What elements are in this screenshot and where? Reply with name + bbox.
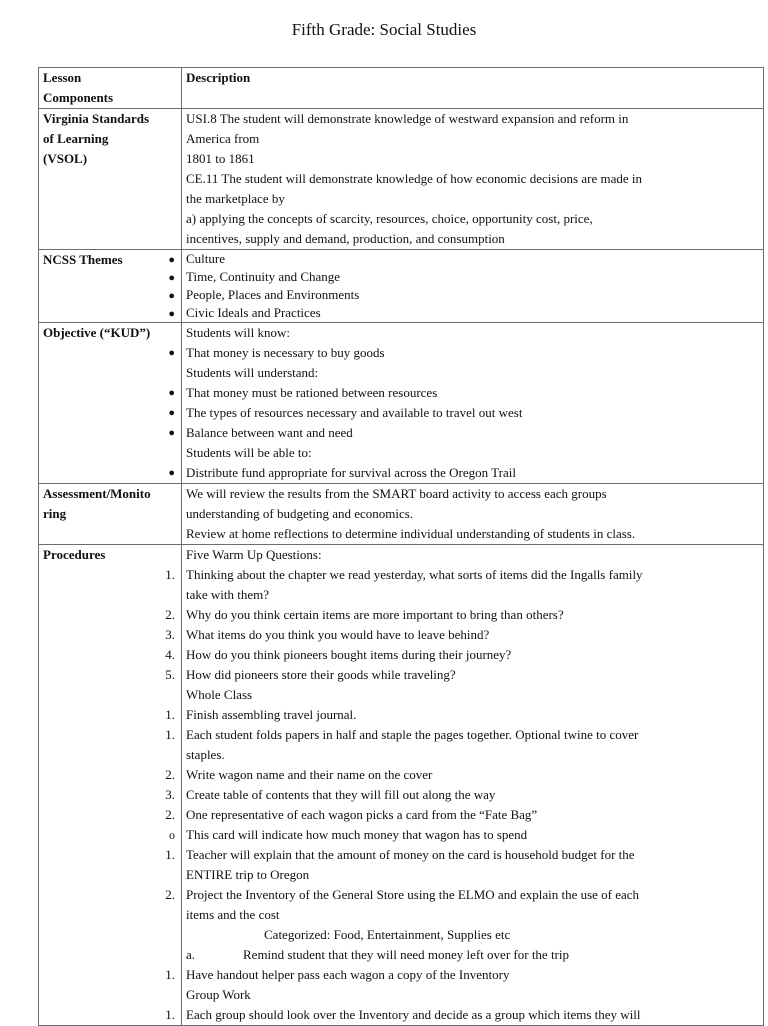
list-item (186, 463, 759, 483)
ncss-item: Time, Continuity and Change (186, 269, 341, 284)
list-number: 2. (165, 767, 175, 782)
list-item-text: That money must be rationed between resources (186, 385, 438, 400)
bullet-icon: ● (168, 308, 175, 320)
assessment-label-line: ring (43, 506, 67, 521)
list-number: 3. (165, 787, 175, 802)
list-number: 2. (165, 807, 175, 822)
vsol-line: the marketplace by (186, 191, 285, 206)
ncss-description-cell (182, 250, 764, 323)
list-item (186, 545, 759, 565)
ncss-label-cell (39, 250, 182, 323)
list-item-text: The types of resources necessary and available to travel out west (186, 405, 523, 420)
header-col1-line: Components (43, 90, 114, 105)
list-number: 2. (165, 887, 175, 902)
list-item (186, 785, 759, 805)
list-item (186, 625, 759, 645)
assessment-label-line: Assessment/Monito (43, 486, 151, 501)
list-item (186, 585, 759, 605)
header-col1-line: Lesson (43, 70, 82, 85)
list-item-text: Five Warm Up Questions: (186, 547, 322, 562)
list-item-text: One representative of each wagon picks a card from the “Fate Bag” (186, 807, 538, 822)
bullet-icon: ● (168, 272, 175, 284)
list-item-text: ENTIRE trip to Oregon (186, 867, 310, 882)
list-item-text: staples. (186, 747, 225, 762)
vsol-label-line: Virginia Standards (43, 111, 150, 126)
list-item-text: Thinking about the chapter we read yesterday, what sorts of items did the Ingalls family (186, 567, 643, 582)
list-item (186, 925, 759, 945)
row-vsol (39, 109, 764, 250)
ncss-label: NCSS Themes (43, 252, 123, 267)
list-item (186, 725, 759, 745)
list-number: 4. (165, 647, 175, 662)
list-number: 1. (165, 567, 175, 582)
list-item-text: Each group should look over the Inventory and decide as a group which items they will (186, 1007, 641, 1022)
list-item-text: Whole Class (186, 687, 253, 702)
procedures-label-cell (39, 545, 182, 1026)
list-item-text: Project the Inventory of the General Store using the ELMO and explain the use of each (186, 887, 640, 902)
assessment-label-cell (39, 484, 182, 545)
list-number: 1. (165, 1007, 175, 1022)
list-item (186, 825, 759, 845)
list-item-text: Balance between want and need (186, 425, 353, 440)
procedures-description-cell (182, 545, 764, 1026)
assessment-line: Review at home reflections to determine individual understanding of students in class. (186, 526, 636, 541)
list-item-text: Have handout helper pass each wagon a copy of the Inventory (186, 967, 510, 982)
circle-bullet-icon: o (169, 828, 175, 842)
list-number: 1. (165, 967, 175, 982)
ncss-item: People, Places and Environments (186, 287, 360, 302)
list-item (186, 383, 759, 403)
list-item-text: Group Work (186, 987, 251, 1002)
list-item-text: items and the cost (186, 907, 280, 922)
header-col2-text: Description (186, 70, 251, 85)
list-item-text: That money is necessary to buy goods (186, 345, 385, 360)
list-item (186, 645, 759, 665)
bullet-icon: ● (168, 407, 175, 419)
list-item (186, 403, 759, 423)
table-header-row (39, 68, 764, 109)
ncss-item: Culture (186, 251, 225, 266)
row-objective (39, 323, 764, 484)
list-item (186, 705, 759, 725)
list-item (186, 685, 759, 705)
list-item (186, 985, 759, 1005)
list-item (186, 605, 759, 625)
list-item-text: Each student folds papers in half and staple the pages together. Optional twine to cover (186, 727, 639, 742)
list-item (186, 905, 759, 925)
header-description (182, 68, 764, 109)
list-item-text: Create table of contents that they will fill out along the way (186, 787, 496, 802)
vsol-line: USI.8 The student will demonstrate knowledge of westward expansion and reform in (186, 111, 629, 126)
row-assessment (39, 484, 764, 545)
list-item-text: Categorized: Food, Entertainment, Supplies etc (264, 927, 511, 942)
list-number: 1. (165, 727, 175, 742)
bullet-icon: ● (168, 290, 175, 302)
list-item (186, 805, 759, 825)
vsol-description-cell (182, 109, 764, 250)
list-item-text: How did pioneers store their goods while traveling? (186, 667, 456, 682)
header-lesson-components (39, 68, 182, 109)
page-title: Fifth Grade: Social Studies (291, 20, 477, 39)
list-item-text: Students will know: (186, 325, 291, 340)
list-item-text: Distribute fund appropriate for survival across the Oregon Trail (186, 465, 516, 480)
list-item-text: This card will indicate how much money that wagon has to spend (186, 827, 528, 842)
procedures-label: Procedures (43, 547, 106, 562)
bullet-icon: ● (168, 347, 175, 359)
list-number: 2. (165, 607, 175, 622)
list-number: 1. (165, 707, 175, 722)
row-procedures (39, 545, 764, 1026)
bullet-icon: ● (168, 254, 175, 266)
objective-label-cell (39, 323, 182, 484)
list-item-text: Teacher will explain that the amount of money on the card is household budget for the (186, 847, 635, 862)
list-item (186, 1005, 759, 1025)
bullet-icon: ● (168, 387, 175, 399)
ncss-item: Civic Ideals and Practices (186, 305, 321, 320)
list-item (186, 745, 759, 765)
list-item (186, 443, 759, 463)
list-item-text: Write wagon name and their name on the cover (186, 767, 433, 782)
list-item (186, 565, 759, 585)
vsol-label-line: (VSOL) (43, 151, 88, 166)
list-item (186, 323, 759, 343)
list-item (186, 423, 759, 443)
bullet-icon: ● (168, 467, 175, 479)
list-item-text: What items do you think you would have to leave behind? (186, 627, 490, 642)
list-number: 3. (165, 627, 175, 642)
list-item-text: Why do you think certain items are more important to bring than others? (186, 607, 564, 622)
row-ncss (39, 250, 764, 323)
list-item (186, 845, 759, 865)
list-number: 1. (165, 847, 175, 862)
vsol-line: a) applying the concepts of scarcity, resources, choice, opportunity cost, price, (186, 211, 593, 226)
vsol-line: America from (186, 131, 260, 146)
assessment-line: We will review the results from the SMART board activity to access each groups (186, 486, 607, 501)
list-item (186, 363, 759, 383)
list-item (186, 343, 759, 363)
list-item (186, 945, 759, 965)
vsol-line: CE.11 The student will demonstrate knowledge of how economic decisions are made in (186, 171, 642, 186)
assessment-line: understanding of budgeting and economics. (186, 506, 414, 521)
list-item (186, 665, 759, 685)
assessment-description-cell (182, 484, 764, 545)
list-prefix: a. (186, 947, 196, 962)
list-item (186, 965, 759, 985)
list-item-text: How do you think pioneers bought items during their journey? (186, 647, 512, 662)
list-item (186, 765, 759, 785)
vsol-line: incentives, supply and demand, production, and consumption (186, 231, 505, 246)
list-item-text: Finish assembling travel journal. (186, 707, 357, 722)
list-item (186, 885, 759, 905)
vsol-label-line: of Learning (43, 131, 109, 146)
list-item-text: Students will be able to: (186, 445, 312, 460)
objective-description-cell (182, 323, 764, 484)
bullet-icon: ● (168, 427, 175, 439)
vsol-line: 1801 to 1861 (186, 151, 255, 166)
list-number: 5. (165, 667, 175, 682)
list-item-text: Remind student that they will need money left over for the trip (243, 947, 570, 962)
objective-label: Objective (“KUD”) (43, 325, 151, 340)
list-item-text: Students will understand: (186, 365, 319, 380)
vsol-label-cell (39, 109, 182, 250)
lesson-plan-table (38, 67, 764, 1026)
list-item-text: take with them? (186, 587, 270, 602)
list-item (186, 865, 759, 885)
